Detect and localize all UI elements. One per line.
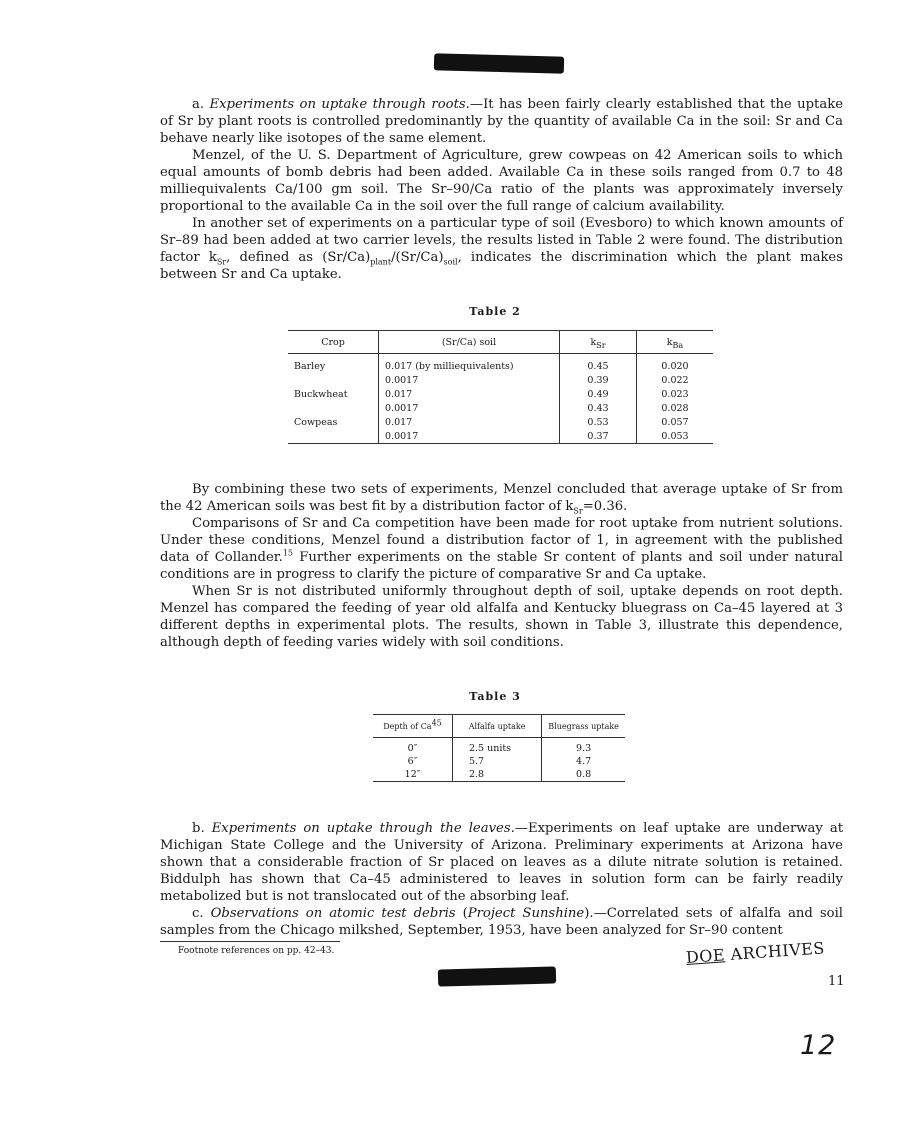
alfalfa-cell: 2.8 xyxy=(452,768,541,782)
crop-cell xyxy=(288,401,379,415)
footnote: Footnote references on pp. 42–43. xyxy=(178,946,335,956)
table-row xyxy=(288,354,713,374)
paragraph: In another set of experiments on a particular type of soil (Evesboro) to which known amounts of Sr–89 had been added at two carrier levels, the results listed in Table 2 were found. The distribution factor $k_{Sr}$, defined as $(Sr/Ca)_{plant}/(Sr/Ca)_{soil}$, indicates the discrimination which the plant makes between Sr and Ca uptake. xyxy=(160,216,844,282)
paragraph: b. Experiments on uptake through the leaves.—Experiments on leaf uptake are underway at Michigan State College and the University of Arizona. Preliminary experiments at Arizona have shown that a considerable fraction of Sr placed on leaves as a dilute nitrate solution is retained. Biddulph has shown that Ca–45 administered to leaves in solution form can be fairly readily metabolized but is not translocated out of the absorbing leaf. xyxy=(160,821,844,904)
depth-cell: 12″ xyxy=(373,768,452,782)
page-number: 11 xyxy=(828,974,845,989)
table-row xyxy=(288,429,713,444)
crop-cell: Buckwheat xyxy=(294,388,348,400)
redaction-bar-bottom xyxy=(438,966,556,986)
soil-ratio-cell: 0.0017 xyxy=(379,401,560,415)
alfalfa-cell: 5.7 xyxy=(452,755,541,768)
ksr-cell: 0.49 xyxy=(560,387,637,401)
soil-ratio-cell: 0.017 xyxy=(379,415,560,429)
kba-cell: 0.022 xyxy=(637,373,714,387)
paragraph: c. Observations on atomic test debris (Project Sunshine).—Correlated sets of alfalfa and soil samples from the Chicago milkshed, September, 1953, have been analyzed for Sr–90 content xyxy=(160,906,844,938)
bluegrass-cell: 9.3 xyxy=(542,738,625,756)
column-header: Crop xyxy=(288,331,379,354)
crop-cell: Cowpeas xyxy=(294,416,338,428)
redaction-bar-top xyxy=(434,53,564,73)
column-header: $k_{Ba}$ xyxy=(637,331,714,354)
bluegrass-cell: 0.8 xyxy=(542,768,625,782)
column-header: $k_{Sr}$ xyxy=(560,331,637,354)
kba-cell: 0.020 xyxy=(637,354,714,374)
table-2 xyxy=(288,330,713,444)
soil-ratio-cell: 0.017 xyxy=(379,387,560,401)
table-3 xyxy=(373,714,625,782)
kba-cell: 0.023 xyxy=(637,387,714,401)
depth-cell: 0″ xyxy=(407,743,418,754)
soil-ratio-cell: 0.0017 xyxy=(379,373,560,387)
alfalfa-cell: 2.5 units xyxy=(452,738,541,756)
handwritten-page-number: 12 xyxy=(800,1030,837,1061)
column-header: (Sr/Ca) soil xyxy=(379,331,560,354)
section-b-c-text xyxy=(160,820,843,939)
column-header: Depth of Ca$^{45}$ xyxy=(373,715,452,738)
table-row xyxy=(288,373,713,387)
kba-cell: 0.028 xyxy=(637,401,714,415)
column-header: Bluegrass uptake xyxy=(542,715,625,738)
crop-cell: Barley xyxy=(294,360,326,372)
ksr-cell: 0.53 xyxy=(560,415,637,429)
section-a-text xyxy=(160,96,843,283)
ksr-cell: 0.45 xyxy=(560,354,637,374)
ksr-cell: 0.39 xyxy=(560,373,637,387)
paragraph: a. Experiments on uptake through roots.—It has been fairly clearly established that the uptake of Sr by plant roots is controlled predominantly by the quantity of available Ca in the soil: Sr and Ca behave nearly like isotopes of the same element. xyxy=(160,97,844,146)
column-header: Alfalfa uptake xyxy=(452,715,541,738)
kba-cell: 0.057 xyxy=(637,415,714,429)
section-a-continued-text xyxy=(160,481,843,651)
archive-stamp: DOE ARCHIVES xyxy=(685,938,826,967)
table-3-title: Table 3 xyxy=(469,690,521,703)
ksr-cell: 0.37 xyxy=(560,429,637,444)
crop-cell xyxy=(288,429,379,444)
soil-ratio-cell: 0.017 (by milliequivalents) xyxy=(379,354,560,374)
paragraph: Menzel, of the U. S. Department of Agriculture, grew cowpeas on 42 American soils to which equal amounts of bomb debris had been added. Available Ca in these soils ranged from 0.7 to 48 milliequivalents Ca/100 gm soil. The Sr–90/Ca ratio of the plants was approximately inversely proportional to the available Ca in the soil over the full range of calcium availability. xyxy=(160,148,843,214)
bluegrass-cell: 4.7 xyxy=(542,755,625,768)
table-row xyxy=(373,738,625,756)
table-row xyxy=(288,415,713,429)
table-row xyxy=(288,387,713,401)
table-row xyxy=(288,401,713,415)
footnote-divider xyxy=(160,941,340,942)
table-2-title: Table 2 xyxy=(469,305,521,318)
kba-cell: 0.053 xyxy=(637,429,714,444)
soil-ratio-cell: 0.0017 xyxy=(379,429,560,444)
depth-cell: 6″ xyxy=(407,756,418,767)
paragraph: Comparisons of Sr and Ca competition have been made for root uptake from nutrient solutions. Under these conditions, Menzel found a distribution factor of 1, in agreement with the published data of Collander.$^{15}$ Further experiments on the stable Sr content of plants and soil under natural conditions are in progress to clarify the picture of comparative Sr and Ca uptake. xyxy=(160,516,843,582)
crop-cell xyxy=(288,373,379,387)
ksr-cell: 0.43 xyxy=(560,401,637,415)
table-row xyxy=(373,768,625,782)
paragraph: When Sr is not distributed uniformly throughout depth of soil, uptake depends on root depth. Menzel has compared the feeding of year old alfalfa and Kentucky bluegrass on Ca–45 layered at 3 different depths in experimental plots. The results, shown in Table 3, illustrate this dependence, although depth of feeding varies widely with soil conditions. xyxy=(160,584,843,650)
paragraph: By combining these two sets of experiments, Menzel concluded that average uptake of Sr from the 42 American soils was best fit by a distribution factor of $k_{Sr}=0.36$. xyxy=(160,482,843,516)
table-row xyxy=(373,755,625,768)
